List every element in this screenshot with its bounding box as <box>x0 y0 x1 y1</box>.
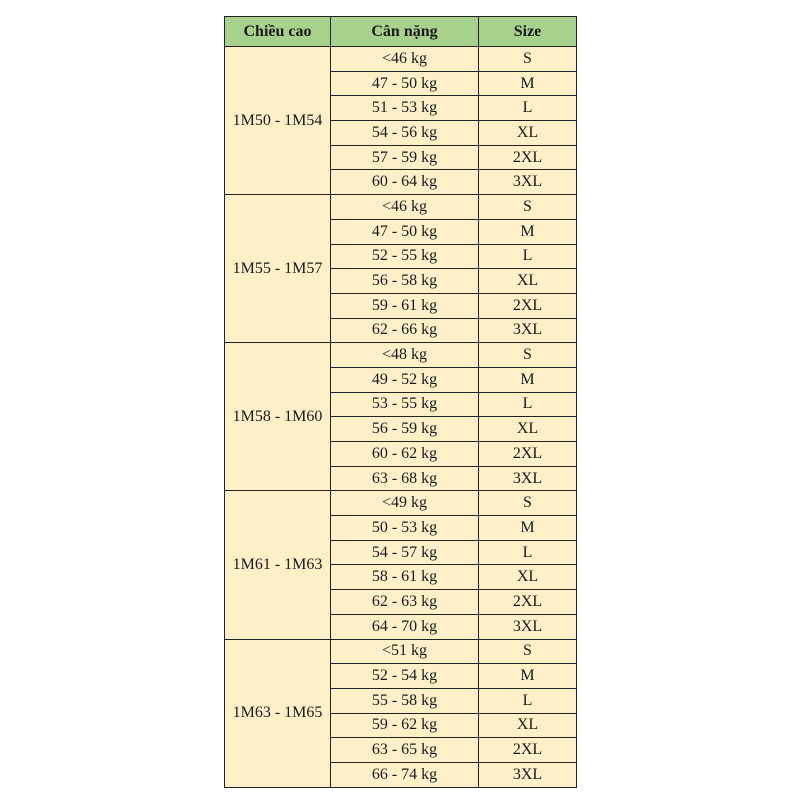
size-cell: 2XL <box>479 590 577 615</box>
size-cell: L <box>479 540 577 565</box>
weight-cell: 47 - 50 kg <box>331 71 479 96</box>
height-range-cell: 1M61 - 1M63 <box>225 491 331 639</box>
weight-cell: 59 - 61 kg <box>331 293 479 318</box>
weight-cell: <51 kg <box>331 639 479 664</box>
header-row <box>225 17 577 47</box>
size-cell: 2XL <box>479 738 577 763</box>
size-cell: 2XL <box>479 145 577 170</box>
height-range-cell: 1M50 - 1M54 <box>225 47 331 195</box>
table-row <box>225 47 577 72</box>
size-cell: S <box>479 491 577 516</box>
size-cell: 3XL <box>479 762 577 787</box>
size-cell: XL <box>479 121 577 146</box>
weight-cell: 62 - 66 kg <box>331 318 479 343</box>
weight-cell: 58 - 61 kg <box>331 565 479 590</box>
size-cell: M <box>479 367 577 392</box>
size-cell: 3XL <box>479 614 577 639</box>
table-row <box>225 491 577 516</box>
size-cell: 2XL <box>479 293 577 318</box>
size-cell: 2XL <box>479 442 577 467</box>
size-cell: L <box>479 688 577 713</box>
size-cell: L <box>479 244 577 269</box>
weight-cell: 66 - 74 kg <box>331 762 479 787</box>
weight-cell: <48 kg <box>331 343 479 368</box>
table-header <box>225 17 577 47</box>
size-cell: 3XL <box>479 466 577 491</box>
size-cell: XL <box>479 417 577 442</box>
size-cell: M <box>479 664 577 689</box>
size-cell: 3XL <box>479 318 577 343</box>
size-cell: M <box>479 219 577 244</box>
size-cell: M <box>479 516 577 541</box>
weight-cell: 56 - 58 kg <box>331 269 479 294</box>
size-cell: L <box>479 392 577 417</box>
header-height: Chiều cao <box>225 17 331 47</box>
size-cell: S <box>479 343 577 368</box>
weight-cell: 54 - 56 kg <box>331 121 479 146</box>
weight-cell: <46 kg <box>331 195 479 220</box>
weight-cell: 64 - 70 kg <box>331 614 479 639</box>
height-range-cell: 1M63 - 1M65 <box>225 639 331 787</box>
size-cell: S <box>479 195 577 220</box>
weight-cell: 51 - 53 kg <box>331 96 479 121</box>
weight-cell: 55 - 58 kg <box>331 688 479 713</box>
size-cell: XL <box>479 565 577 590</box>
height-range-cell: 1M55 - 1M57 <box>225 195 331 343</box>
weight-cell: 52 - 54 kg <box>331 664 479 689</box>
header-size: Size <box>479 17 577 47</box>
weight-cell: 62 - 63 kg <box>331 590 479 615</box>
table-row <box>225 343 577 368</box>
weight-cell: 63 - 68 kg <box>331 466 479 491</box>
weight-cell: <49 kg <box>331 491 479 516</box>
size-cell: S <box>479 47 577 72</box>
size-cell: 3XL <box>479 170 577 195</box>
table-row <box>225 639 577 664</box>
weight-cell: 60 - 64 kg <box>331 170 479 195</box>
size-cell: L <box>479 96 577 121</box>
weight-cell: 52 - 55 kg <box>331 244 479 269</box>
weight-cell: 63 - 65 kg <box>331 738 479 763</box>
weight-cell: 56 - 59 kg <box>331 417 479 442</box>
weight-cell: 59 - 62 kg <box>331 713 479 738</box>
table-body <box>225 47 577 788</box>
weight-cell: 57 - 59 kg <box>331 145 479 170</box>
weight-cell: 47 - 50 kg <box>331 219 479 244</box>
weight-cell: 50 - 53 kg <box>331 516 479 541</box>
table-row <box>225 195 577 220</box>
height-range-cell: 1M58 - 1M60 <box>225 343 331 491</box>
size-cell: XL <box>479 269 577 294</box>
weight-cell: 53 - 55 kg <box>331 392 479 417</box>
header-weight: Cân nặng <box>331 17 479 47</box>
size-cell: XL <box>479 713 577 738</box>
size-cell: S <box>479 639 577 664</box>
weight-cell: <46 kg <box>331 47 479 72</box>
size-cell: M <box>479 71 577 96</box>
weight-cell: 60 - 62 kg <box>331 442 479 467</box>
weight-cell: 49 - 52 kg <box>331 367 479 392</box>
size-chart-table <box>224 16 577 788</box>
weight-cell: 54 - 57 kg <box>331 540 479 565</box>
